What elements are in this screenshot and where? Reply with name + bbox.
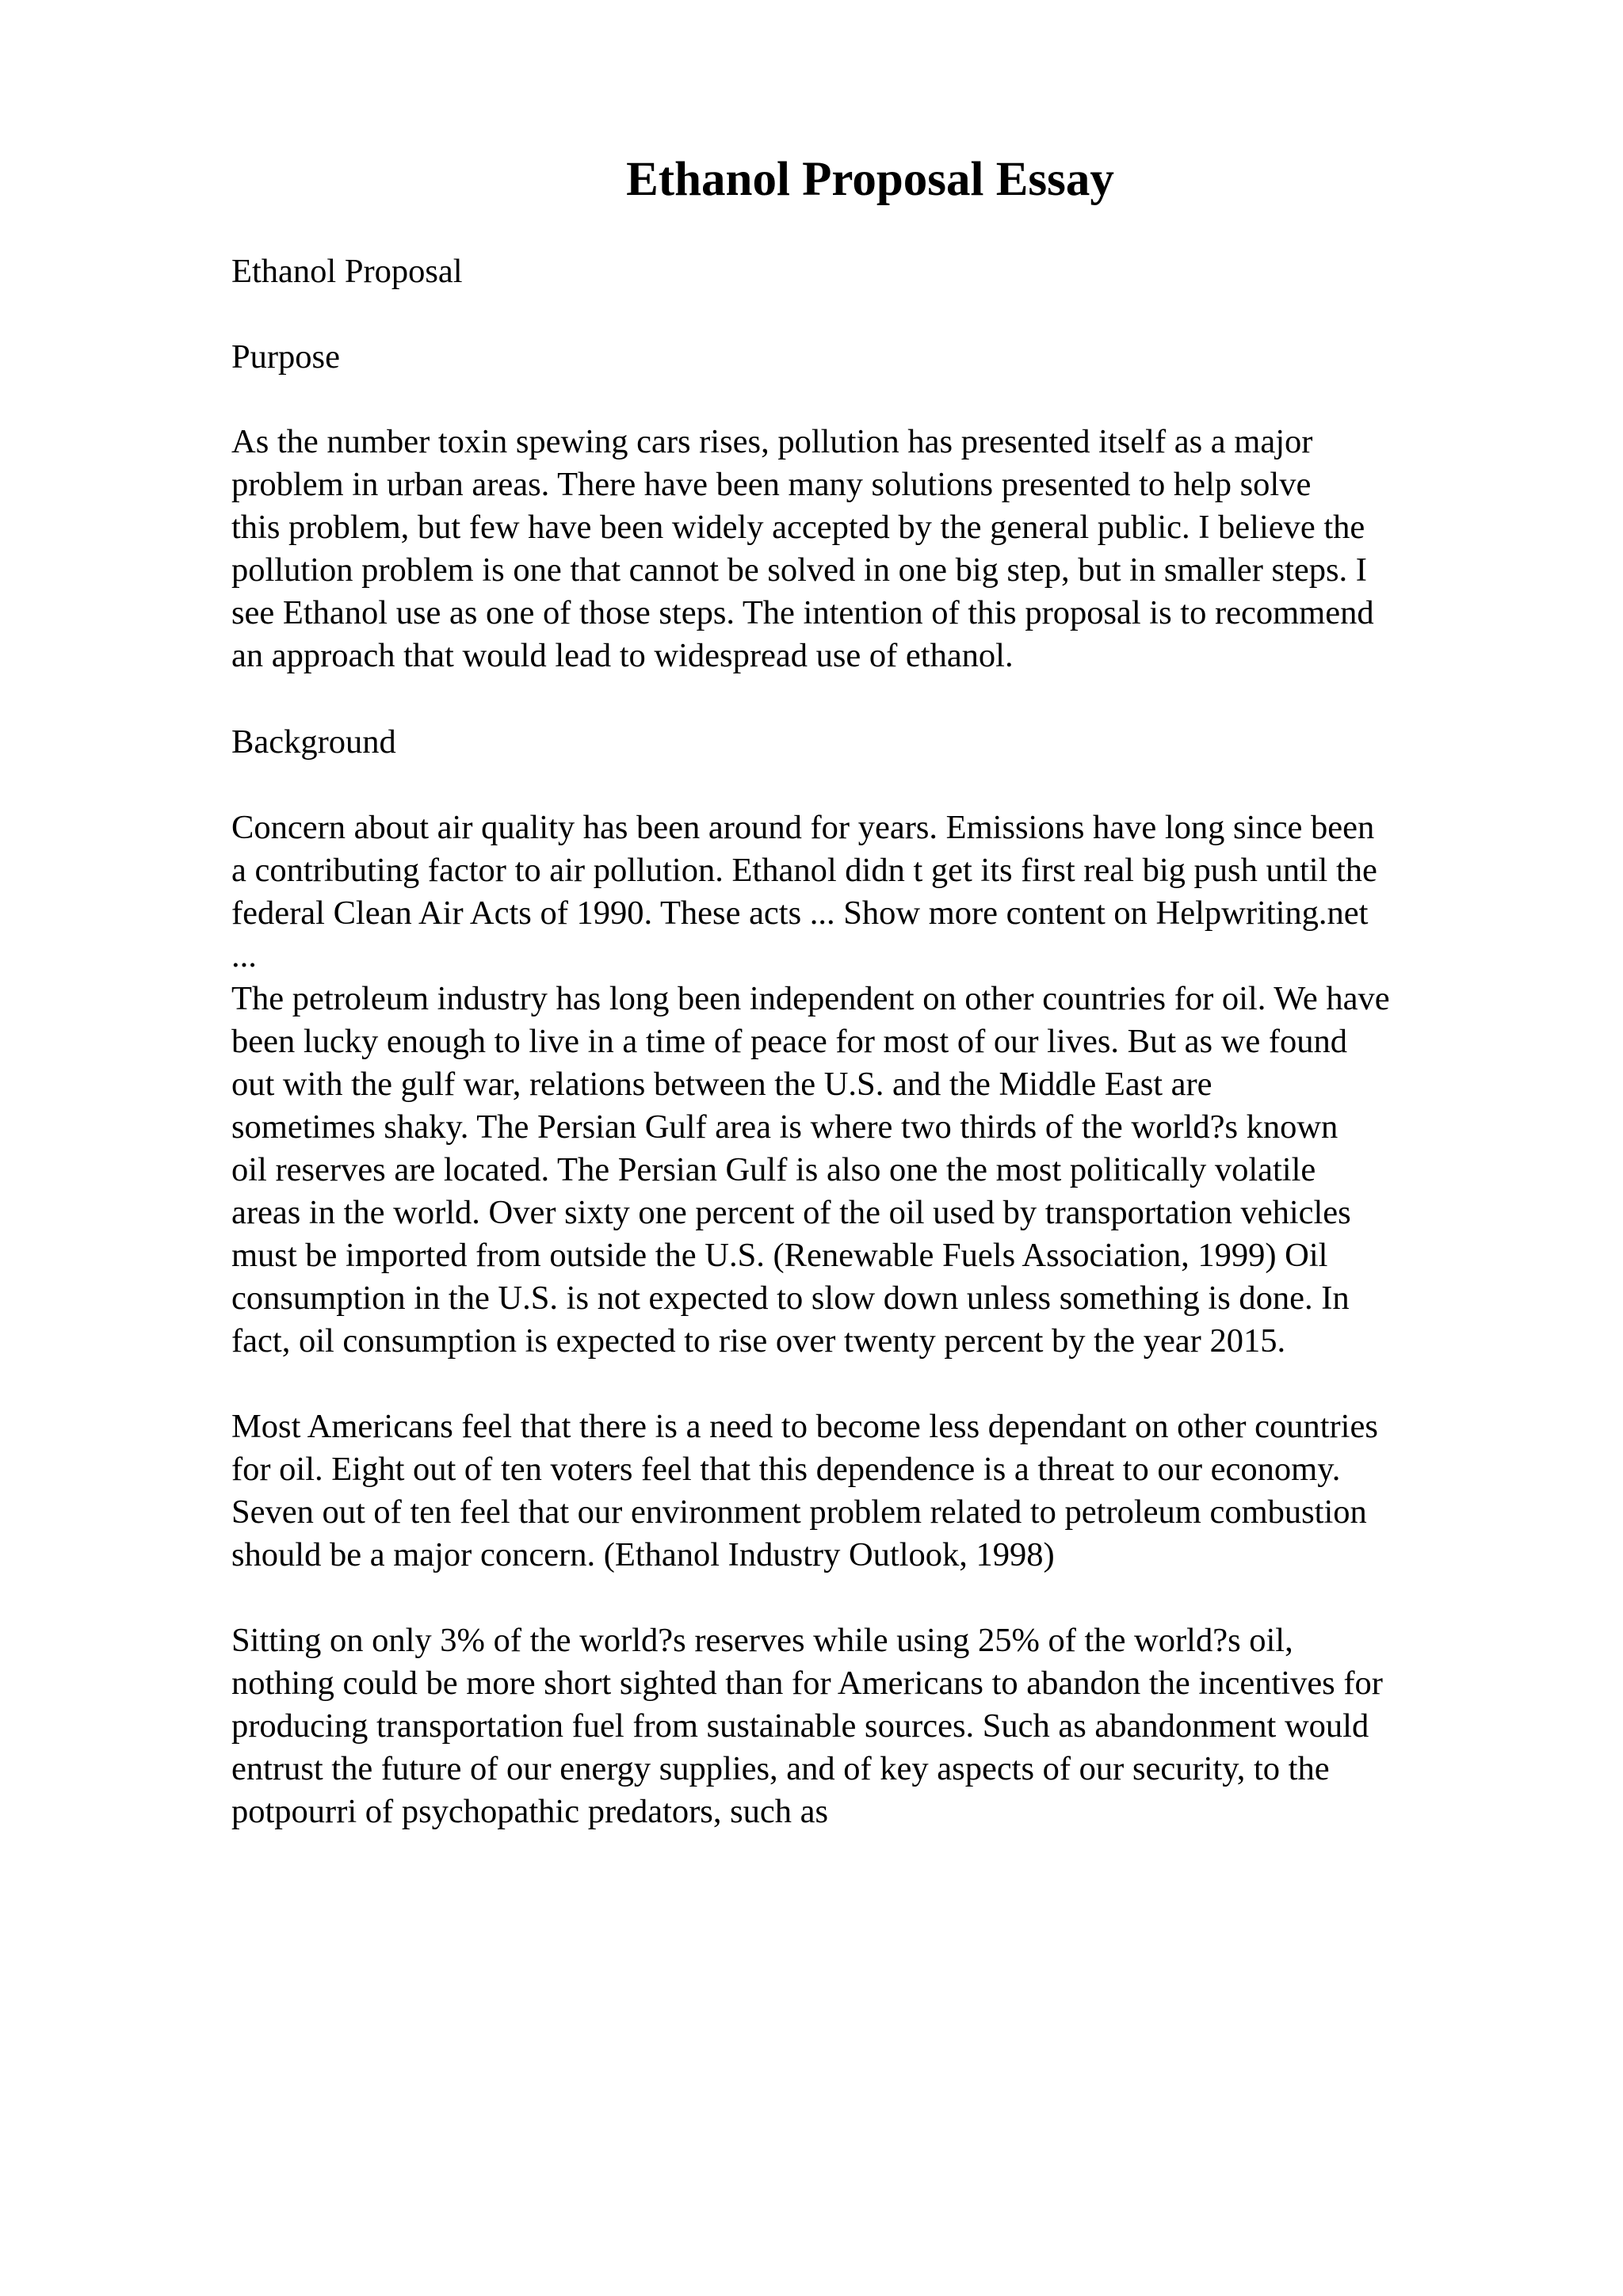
paragraph-line: potpourri of psychopathic predators, such as [231,1793,829,1830]
page-title: Ethanol Proposal Essay [626,153,1114,206]
background-paragraph [231,807,1515,1363]
paragraph-line: federal Clean Air Acts of 1990. These acts ... Show more content on Helpwriting.net [231,894,1369,932]
paragraph-line: been lucky enough to live in a time of peace for most of our lives. But as we found [231,1023,1348,1060]
paragraph-line: Sitting on only 3% of the world?s reserves while using 25% of the world?s oil, [231,1622,1293,1659]
purpose-paragraph [231,421,1515,677]
americans-paragraph [231,1405,1515,1577]
paragraph-line: The petroleum industry has long been independent on other countries for oil. We have [231,980,1390,1017]
paragraph-line: Seven out of ten feel that our environment problem related to petroleum combustion [231,1493,1367,1531]
paragraph-line: this problem, but few have been widely accepted by the general public. I believe the [231,509,1365,546]
paragraph-line: problem in urban areas. There have been many solutions presented to help solve [231,466,1312,503]
paragraph-line: entrust the future of our energy supplies, and of key aspects of our security, to the [231,1750,1330,1787]
paragraph-line: sometimes shaky. The Persian Gulf area is where two thirds of the world?s known [231,1108,1338,1146]
subtitle: Ethanol Proposal [231,253,463,290]
paragraph-line: a contributing factor to air pollution. Ethanol didn t get its first real big push until the [231,852,1377,889]
paragraph-line: should be a major concern. (Ethanol Industry Outlook, 1998) [231,1536,1055,1573]
paragraph-line: oil reserves are located. The Persian Gulf is also one the most politically volatile [231,1151,1316,1188]
paragraph-line: ... [231,937,257,974]
paragraph-line: pollution problem is one that cannot be solved in one big step, but in smaller steps. I [231,551,1367,589]
background-heading: Background [231,723,396,761]
paragraph-line: fact, oil consumption is expected to rise over twenty percent by the year 2015. [231,1322,1286,1360]
reserves-paragraph [231,1619,1515,1833]
paragraph-line: producing transportation fuel from sustainable sources. Such as abandonment would [231,1707,1369,1745]
paragraph-line: Concern about air quality has been around for years. Emissions have long since been [231,809,1375,846]
paragraph-line: Most Americans feel that there is a need to become less dependant on other countries [231,1408,1378,1445]
paragraph-line: consumption in the U.S. is not expected to slow down unless something is done. In [231,1280,1350,1317]
purpose-heading: Purpose [231,338,340,376]
paragraph-line: nothing could be more short sighted than for Americans to abandon the incentives for [231,1665,1383,1702]
paragraph-line: As the number toxin spewing cars rises, pollution has presented itself as a major [231,423,1313,460]
paragraph-line: areas in the world. Over sixty one percent of the oil used by transportation vehicles [231,1194,1351,1231]
paragraph-line: out with the gulf war, relations between the U.S. and the Middle East are [231,1066,1212,1103]
paragraph-line: an approach that would lead to widespread use of ethanol. [231,637,1014,674]
paragraph-line: must be imported from outside the U.S. (Renewable Fuels Association, 1999) Oil [231,1237,1328,1274]
paragraph-line: see Ethanol use as one of those steps. The intention of this proposal is to recommend [231,594,1374,631]
paragraph-line: for oil. Eight out of ten voters feel that this dependence is a threat to our economy. [231,1451,1341,1488]
